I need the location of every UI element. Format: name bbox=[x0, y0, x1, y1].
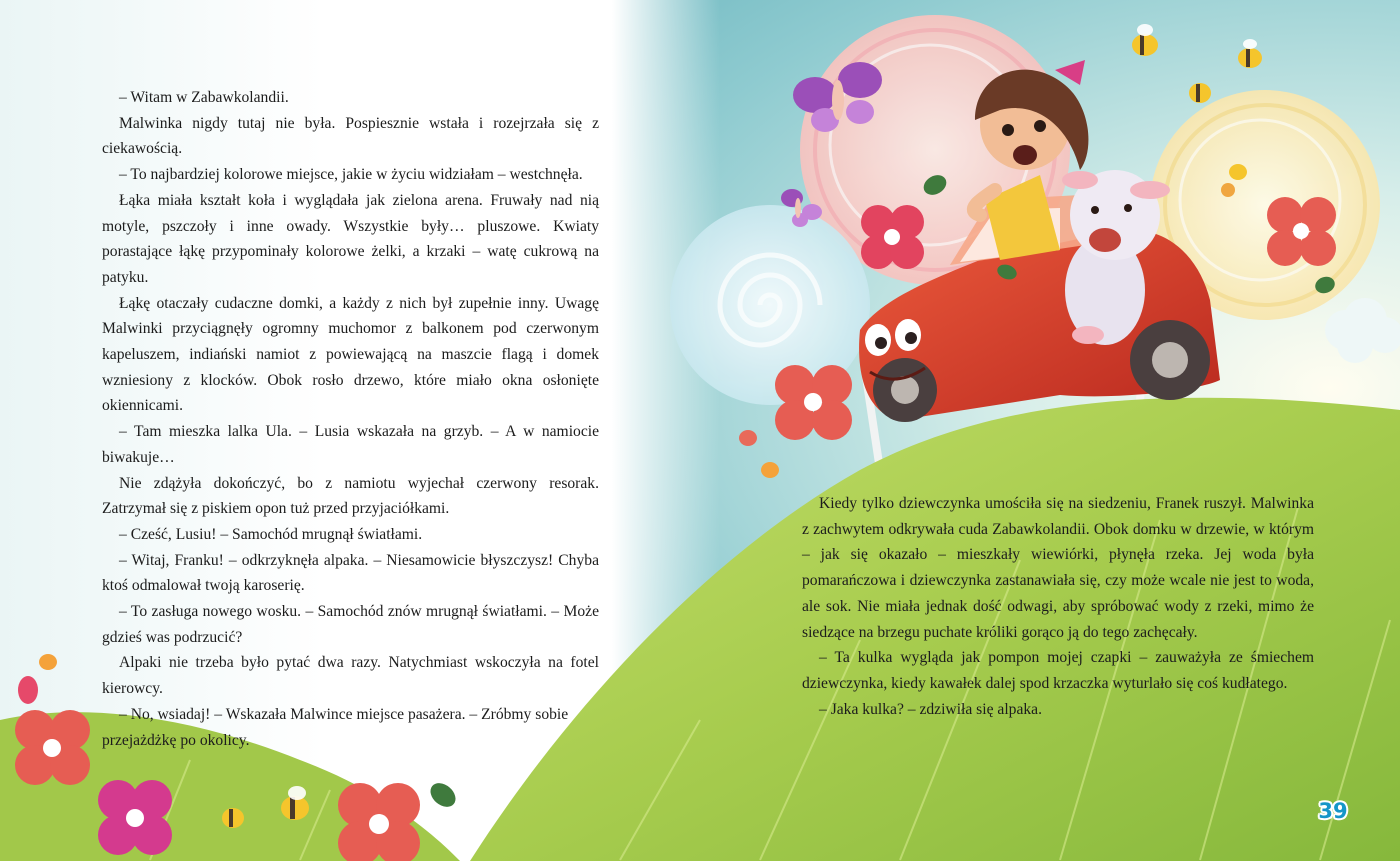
paragraph: Kiedy tylko dziewczynka umościła się na siedzeniu, Franek ruszył. Malwinka z zachwytem odkrywała cuda Zabawkolandii. Obok domku w drzewie, w którym – jak się okazało – mieszkały wiewiórki, płynęła rzeka. Jej woda była pomarańczowa i dziewczynka zastanawiała się, czy może wcale nie jest to woda, ale sok. Nie miała jednak dość odwagi, aby spróbować wody z rzeki, mimo że siedzące na brzegu puchate króliki gorąco ją do tego zachęcały. bbox=[802, 495, 1314, 641]
bee-icon bbox=[222, 808, 244, 828]
paragraph: Alpaki nie trzeba było pytać dwa razy. Natychmiast wskoczyła na fotel kierowcy. bbox=[102, 654, 599, 698]
paragraph: – To zasługa nowego wosku. – Samochód znów mrugnął światłami. – Może gdzieś was podrzucić? bbox=[102, 603, 599, 646]
paragraph: – Tam mieszka lalka Ula. – Lusia wskazała na grzyb. – A w namiocie biwakuje… bbox=[102, 423, 599, 466]
paragraph: Nie zdążyła dokończyć, bo z namiotu wyjechał czerwony resorak. Zatrzymał się z piskiem opon tuż przed przyjaciółkami. bbox=[102, 474, 599, 518]
paragraph: – Ta kulka wygląda jak pompon mojej czapki – zauważyła ze śmiechem dziewczynka, kiedy kawałek dalej spod krzaczka wyturlało się coś kudłatego. bbox=[802, 649, 1314, 692]
paragraph: – Witam w Zabawkolandii. bbox=[119, 89, 289, 106]
bee-icon bbox=[1189, 83, 1211, 103]
flower-icon bbox=[338, 783, 420, 861]
paragraph: – Jaka kulka? – zdziwiła się alpaka. bbox=[819, 700, 1042, 718]
flower-icon bbox=[98, 780, 172, 855]
flower-icon bbox=[861, 205, 924, 269]
paragraph: Łąka miała kształt koła i wyglądała jak zielona arena. Fruwały nad nią motyle, pszczoły i inne owady. Wszystkie były… pluszowe. Kwiaty porastające łąkę przypominały kolorowe żelki, a krzaki – watę cukrową na patyku. bbox=[102, 191, 599, 286]
paragraph: – No, wsiadaj! – Wskazała Malwince miejsce pasażera. – Zróbmy sobie przejażdżkę po okolicy. bbox=[102, 705, 569, 749]
paragraph: – To najbardziej kolorowe miejsce, jakie w życiu widziałam – westchnęła. bbox=[119, 166, 583, 184]
left-page-text bbox=[102, 85, 599, 753]
right-page-text bbox=[802, 491, 1314, 722]
paragraph: – Cześć, Lusiu! – Samochód mrugnął światłami. bbox=[119, 525, 423, 543]
page-number: 39 bbox=[1318, 799, 1348, 823]
paragraph: Łąkę otaczały cudaczne domki, a każdy z nich był zupełnie inny. Uwagę Malwinki przyciągnęły ogromny muchomor z balkonem pod czerwonym kapeluszem, indiański namiot z powiewającą na maszcie flagą i domek wzniesiony z klocków. Obok rosło drzewo, które miało okna osłonięte okiennicami. bbox=[102, 294, 599, 415]
flower-icon bbox=[15, 710, 90, 785]
paragraph: – Witaj, Franku! – odkrzyknęła alpaka. – Niesamowicie błyszczysz! Chyba ktoś odmalował twoją karoserię. bbox=[102, 551, 599, 595]
paragraph: Malwinka nigdy tutaj nie była. Pospiesznie wstała i rozejrzała się z ciekawością. bbox=[102, 114, 599, 158]
